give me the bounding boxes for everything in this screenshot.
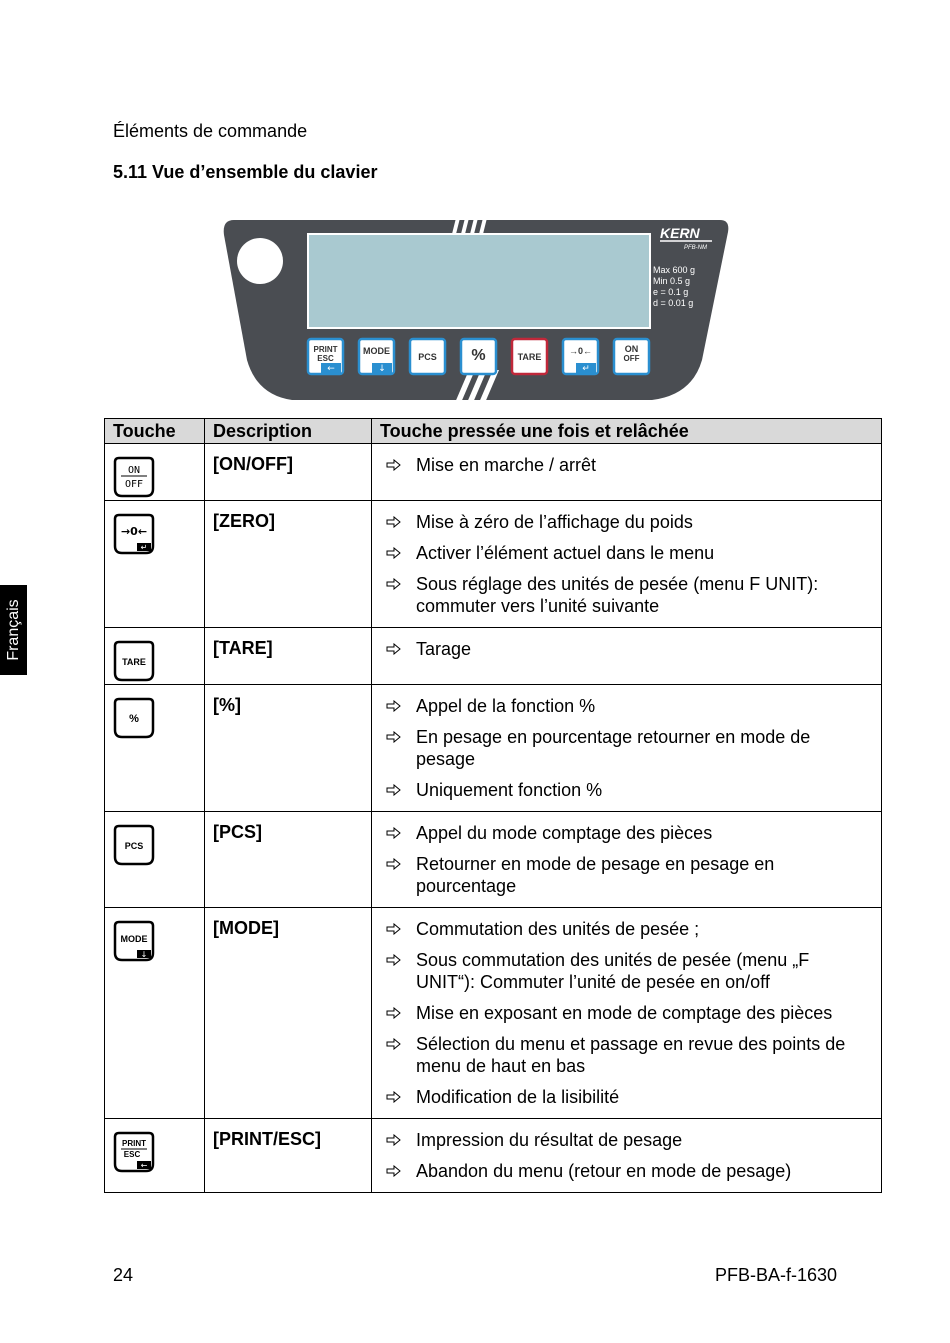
table-row <box>105 501 882 628</box>
document-code: PFB-BA-f-1630 <box>714 1265 837 1285</box>
model-label: PFB-NM <box>684 245 707 251</box>
spec-line: d = 0.01 g <box>653 298 694 308</box>
action-item <box>386 573 871 617</box>
bullet-arrow-icon <box>386 578 402 590</box>
action-text: Activer l’élément actuel dans le menu <box>416 543 715 563</box>
panel-key-label: →0← <box>568 346 593 356</box>
action-item <box>386 1129 871 1151</box>
action-text: Sous réglage des unités de pesée (menu F UNIT): commuter vers l’unité suivante <box>416 574 819 616</box>
percent-key-icon <box>113 697 155 739</box>
bullet-arrow-icon <box>386 1165 402 1177</box>
table-row <box>105 444 882 501</box>
svg-text:PRINT: PRINT <box>122 1139 146 1148</box>
actions-cell <box>372 812 882 908</box>
action-list <box>386 695 871 801</box>
on-off-key-icon <box>113 456 155 498</box>
spec-line: e = 0.1 g <box>653 287 689 297</box>
action-item <box>386 822 871 844</box>
action-list <box>386 511 871 617</box>
key-name: [PRINT/ESC] <box>205 1119 372 1193</box>
panel-key <box>359 339 394 374</box>
action-list <box>386 454 871 476</box>
display-window <box>308 234 650 328</box>
action-item <box>386 1086 871 1108</box>
action-item <box>386 726 871 770</box>
panel-key-label: ON <box>624 344 639 354</box>
page-number: 24 <box>113 1265 134 1285</box>
panel-key <box>512 339 547 374</box>
bullet-arrow-icon <box>386 954 402 966</box>
tare-key-icon <box>113 640 155 682</box>
table-row <box>105 812 882 908</box>
action-item <box>386 1160 871 1182</box>
action-text: Mise en exposant en mode de comptage des pièces <box>416 1003 833 1023</box>
actions-cell <box>372 1119 882 1193</box>
action-text: Abandon du menu (retour en mode de pesage) <box>416 1161 792 1181</box>
bullet-arrow-icon <box>386 1038 402 1050</box>
action-item <box>386 695 871 717</box>
bullet-arrow-icon <box>386 643 402 655</box>
language-tab-label: Français <box>4 599 22 661</box>
action-item <box>386 1002 871 1024</box>
svg-text:TARE: TARE <box>122 657 146 667</box>
action-text: Appel du mode comptage des pièces <box>416 823 713 843</box>
table-header-row <box>105 419 882 444</box>
svg-text:↵: ↵ <box>140 543 148 552</box>
actions-cell <box>372 501 882 628</box>
action-text: Sous commutation des unités de pesée (menu „F UNIT“): Commuter l’unité de pesée en on/off <box>416 950 810 992</box>
action-text: Retourner en mode de pesage en pesage en pourcentage <box>416 854 775 896</box>
section-header: Éléments de commande <box>113 121 308 141</box>
key-name: [PCS] <box>205 812 372 908</box>
panel-key <box>614 339 649 374</box>
spec-line: Max 600 g <box>653 265 696 275</box>
svg-text:→0←: →0← <box>120 525 148 538</box>
action-list <box>386 1129 871 1182</box>
mode-key-icon <box>113 920 155 962</box>
column-header-key: Touche <box>105 419 205 444</box>
panel-key-sublabel: OFF <box>623 354 640 363</box>
table-row <box>105 1119 882 1193</box>
svg-text:ON: ON <box>127 465 141 476</box>
svg-text:MODE: MODE <box>120 934 148 944</box>
zero-key-icon <box>113 513 155 555</box>
action-text: Mise à zéro de l’affichage du poids <box>416 512 693 532</box>
action-text: Mise en marche / arrêt <box>416 455 597 475</box>
bullet-arrow-icon <box>386 1007 402 1019</box>
bullet-arrow-icon <box>386 858 402 870</box>
key-cell <box>105 444 205 501</box>
key-cell <box>105 1119 205 1193</box>
bullet-arrow-icon <box>386 459 402 471</box>
actions-cell <box>372 908 882 1119</box>
action-text: Modification de la lisibilité <box>416 1087 620 1107</box>
action-text: Uniquement fonction % <box>416 780 603 800</box>
svg-text:↓: ↓ <box>140 950 148 959</box>
action-item <box>386 853 871 897</box>
brand-logo: KERN <box>660 225 700 241</box>
action-item <box>386 779 871 801</box>
key-name: [ON/OFF] <box>205 444 372 501</box>
svg-text:←: ← <box>140 1161 148 1170</box>
section-title: 5.11 Vue d’ensemble du clavier <box>113 162 378 182</box>
key-cell <box>105 812 205 908</box>
key-name: [ZERO] <box>205 501 372 628</box>
svg-text:%: % <box>129 713 139 725</box>
svg-text:OFF: OFF <box>124 479 144 490</box>
action-item <box>386 454 871 476</box>
level-indicator <box>237 238 283 284</box>
action-list <box>386 638 871 660</box>
print-esc-key-icon <box>113 1131 155 1173</box>
panel-key <box>308 339 343 374</box>
bullet-arrow-icon <box>386 1134 402 1146</box>
action-text: Tarage <box>416 639 472 659</box>
key-cell <box>105 685 205 812</box>
panel-key-label: PCS <box>418 352 437 362</box>
action-item <box>386 949 871 993</box>
bullet-arrow-icon <box>386 923 402 935</box>
action-list <box>386 918 871 1108</box>
panel-key <box>461 339 496 374</box>
key-name: [%] <box>205 685 372 812</box>
bullet-arrow-icon <box>386 700 402 712</box>
bullet-arrow-icon <box>386 731 402 743</box>
panel-key-label: MODE <box>363 346 390 356</box>
bullet-arrow-icon <box>386 547 402 559</box>
column-header-description: Description <box>205 419 372 444</box>
action-text: Commutation des unités de pesée ; <box>416 919 700 939</box>
panel-key <box>563 339 598 374</box>
action-text: Impression du résultat de pesage <box>416 1130 683 1150</box>
panel-key-sublabel: ESC <box>317 354 334 363</box>
key-name: [MODE] <box>205 908 372 1119</box>
spec-line: Min 0.5 g <box>653 276 691 286</box>
table-row <box>105 628 882 685</box>
action-item <box>386 1033 871 1077</box>
column-header-action: Touche pressée une fois et relâchée <box>372 419 882 444</box>
svg-text:PCS: PCS <box>124 841 144 851</box>
svg-text:ESC: ESC <box>123 1150 141 1159</box>
panel-key-arrow-icon: ↵ <box>582 364 590 374</box>
table-row <box>105 908 882 1119</box>
key-cell <box>105 908 205 1119</box>
action-text: Sélection du menu et passage en revue des points de menu de haut en bas <box>416 1034 846 1076</box>
panel-key-arrow-icon: ← <box>327 364 335 374</box>
bullet-arrow-icon <box>386 827 402 839</box>
action-item <box>386 638 871 660</box>
panel-keys <box>308 339 649 374</box>
panel-key-label: PRINT <box>313 345 338 354</box>
bullet-arrow-icon <box>386 516 402 528</box>
actions-cell <box>372 628 882 685</box>
actions-cell <box>372 444 882 501</box>
action-item <box>386 542 871 564</box>
keypad-panel-illustration <box>222 210 730 405</box>
action-item <box>386 511 871 533</box>
actions-cell <box>372 685 882 812</box>
key-cell <box>105 501 205 628</box>
table-row <box>105 685 882 812</box>
bullet-arrow-icon <box>386 1091 402 1103</box>
key-name: [TARE] <box>205 628 372 685</box>
action-list <box>386 822 871 897</box>
action-text: Appel de la fonction % <box>416 696 596 716</box>
panel-key <box>410 339 445 374</box>
action-item <box>386 918 871 940</box>
pcs-key-icon <box>113 824 155 866</box>
action-text: En pesage en pourcentage retourner en mode de pesage <box>416 727 811 769</box>
panel-key-label: % <box>471 347 486 364</box>
key-table <box>104 418 882 1193</box>
panel-key-arrow-icon: ↓ <box>378 364 386 374</box>
key-cell <box>105 628 205 685</box>
bullet-arrow-icon <box>386 784 402 796</box>
panel-key-label: TARE <box>517 352 542 362</box>
language-tab <box>0 585 27 675</box>
